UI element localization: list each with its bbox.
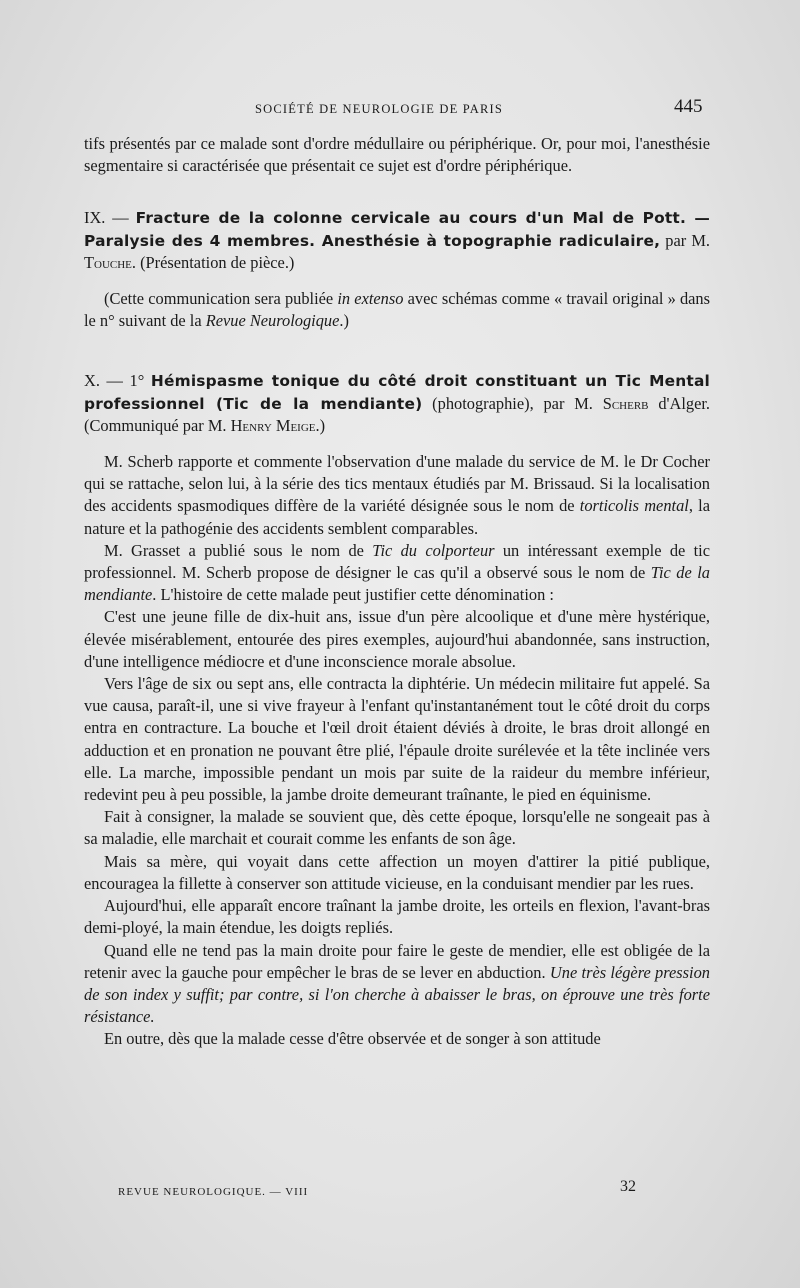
paragraph-text: , la nature et la pathogénie des accidents semblent comparables. [84, 496, 711, 538]
paragraph: Aujourd'hui, elle apparaît encore traînant la jambe droite, les orteils en flexion, l'avant-bras demi-ployé, la main étendue, les doigts repliés. [84, 896, 710, 938]
section-number: X. — 1° [84, 371, 151, 391]
paragraph [84, 540, 710, 607]
section-ix-note [84, 288, 710, 332]
running-title: SOCIÉTÉ DE NEUROLOGIE DE PARIS [255, 102, 504, 116]
communicated-by: d'Alger. (Communiqué par M. [84, 393, 710, 435]
paragraph-text: M. Scherb rapporte et commente l'observation d'une malade du service de M. le Dr Cocher qui se rattache, selon lui, à la série des tics mentaux étudiés par M. Brissaud. Si la localisation des accidents spasmodiques diffère de la variété désignée sous le nom de [84, 452, 710, 516]
note-text: .) [339, 311, 349, 331]
paragraph-text: . L'histoire de cette malade peut justifier cette dénomination : [152, 585, 554, 605]
paragraph-text: tifs présentés par ce malade sont d'ordre médullaire ou périphérique. Or, pour moi, l'anesthésie segmentaire si caractérisée que présentait ce sujet est d'ordre périphérique. [84, 134, 710, 176]
paragraph-text: M. Grasset a publié sous le nom de [104, 540, 373, 560]
italic-term: Tic de la mendiante [84, 563, 710, 605]
italic-passage: Une très légère pression de son index y suffit; par contre, si l'on cherche à abaisser le bras, on éprouve une très forte résistance. [84, 962, 710, 1027]
paragraph [84, 940, 710, 1029]
paragraph-text: Quand elle ne tend pas la main droite pour faire le geste de mendier, elle est obligée de la retenir avec la gauche pour empêcher le bras de se lever en abduction. [84, 940, 710, 982]
paragraph [84, 451, 710, 540]
page-header [0, 96, 800, 120]
paragraph-text: un intéressant exemple de tic professionnel. M. Scherb propose de désigner le cas qu'il a observé sous le nom de [84, 540, 710, 583]
journal-footer: REVUE NEUROLOGIQUE. — VIII [118, 1186, 309, 1198]
section-title: Fracture de la colonne cervicale au cours d'un Mal de Pott. — Paralysie des 4 membres. Anesthésie à topographie radiculaire, [84, 209, 710, 250]
note-text: (Cette communication sera publiée [104, 289, 338, 309]
italic-term: torticolis mental [579, 496, 689, 516]
author-prefix: par M. [660, 230, 710, 250]
section-x-heading [84, 370, 710, 437]
body-text [84, 133, 710, 1051]
section-ix-heading [84, 207, 710, 274]
paragraph: En outre, dès que la malade cesse d'être observée et de songer à son attitude [104, 1029, 601, 1049]
page-footer [0, 1176, 800, 1200]
italic-term: Tic du colporteur [372, 540, 495, 560]
paragraph: C'est une jeune fille de dix-huit ans, issue d'un père alcoolique et d'une mère hystérique, élevée misérablement, entourée des pires exemples, aujourd'hui abandonnée, sans instruction, d'une intelligence médiocre et d'une inconscience morale absolue. [84, 607, 710, 671]
note-italic: in extenso [337, 289, 404, 309]
paragraph: Vers l'âge de six ou sept ans, elle contracta la diphtérie. Un médecin militaire fut appelé. Sa vue causa, paraît-il, une si vive frayeur à l'enfant qu'instantanément tout le côté droit du corps entra en contracture. La bouche et l'œil droit étaient déviés à droite, le bras droit allongé en adduction et en pronation ne pouvant être plié, l'épaule droite surélevée et la tête inclinée vers elle. La marche, impossible pendant un mois par suite de la raideur du membre inférieur, redevint peu à peu possible, la jambe droite demeurant traînante, le pied en équinisme. [84, 674, 710, 805]
author-name: Touche [84, 252, 132, 272]
note-text: avec schémas comme « travail original » dans le n° suivant de la [84, 289, 711, 331]
paragraph-continuation [84, 133, 710, 177]
paragraph: Mais sa mère, qui voyait dans cette affection un moyen d'attirer la pitié publique, encouragea la fillette à conserver son attitude vicieuse, en la conduisant mendier par les rues. [84, 851, 710, 893]
author-prefix: (photographie), par M. [422, 393, 603, 413]
paragraph: Fait à consigner, la malade se souvient que, dès cette époque, lorsqu'elle ne songeait pas à sa maladie, elle marchait et courait comme les enfants de son âge. [84, 807, 710, 849]
journal-title-italic: Revue Neurologique [205, 311, 340, 331]
heading-end: .) [315, 415, 326, 435]
section-title: Hémispasme tonique du côté droit constituant un Tic Mental professionnel (Tic de la mendiante) [84, 372, 711, 413]
communicator-name: Henry Meige [230, 415, 316, 435]
page-number: 445 [674, 96, 703, 117]
presentation-note: . (Présentation de pièce.) [131, 252, 295, 272]
author-name: Scherb [602, 393, 649, 413]
section-number: IX. — [84, 208, 136, 228]
signature-mark: 32 [620, 1178, 636, 1195]
